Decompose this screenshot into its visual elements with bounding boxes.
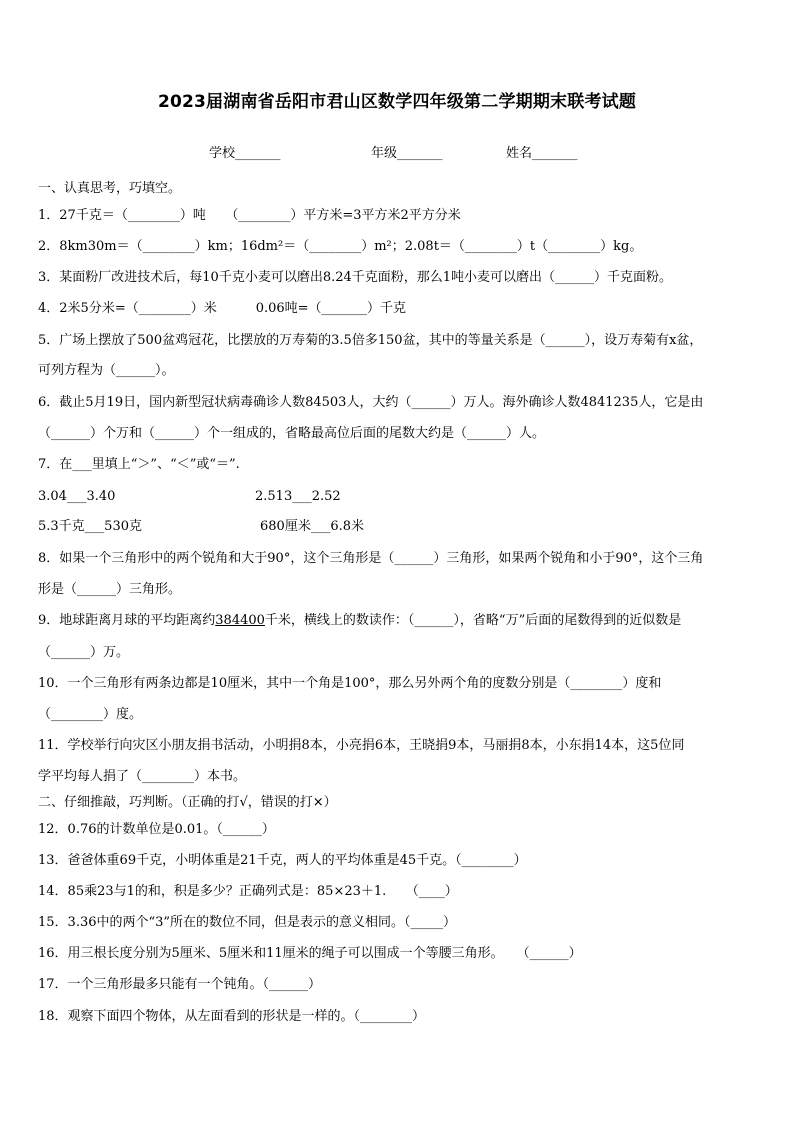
question-7-item-a: 3.04___3.40 [38, 489, 116, 504]
question-15: 15．3.36中的两个“3”所在的数位不同，但是表示的意义相同。（_____） [38, 915, 457, 930]
section-heading-1: 一、认真思考，巧填空。 [38, 181, 182, 196]
question-6-line-1: 6．截止5月19日，国内新型冠状病毒确诊人数84503人，大约（______）万人。海外确诊人数4841235人，它是由 [38, 395, 704, 410]
question-13: 13．爸爸体重69千克，小明体重是21千克，两人的平均体重是45千克。（________） [38, 853, 527, 868]
school-field[interactable]: 学校_______ [209, 146, 281, 161]
question-1: 1．27千克＝（________）吨 （________）平方米=3平方米2平方分米 [38, 208, 461, 223]
question-11-line-1: 11．学校举行向灾区小朋友捐书活动，小明捐8本，小亮捐6本，王晓捐9本，马丽捐8本，小东捐14本，这5位同 [38, 738, 685, 753]
question-2: 2．8km30m＝（________）km；16dm²＝（________）m²；2.08t＝（________）t（________）kg。 [38, 239, 643, 254]
question-9-line-1 [38, 613, 681, 629]
question-5-line-2: 可列方程为（______）。 [38, 363, 175, 378]
question-4: 4．2米5分米=（________）米 0.06吨=（_______）千克 [38, 301, 407, 316]
question-9-text-after: 千米，横线上的数读作：（______），省略“万”后面的尾数得到的近似数是 [264, 613, 682, 628]
question-10-line-1: 10．一个三角形有两条边都是10厘米，其中一个角是100°，那么另外两个角的度数分别是（________）度和 [38, 676, 662, 691]
question-5-line-1: 5．广场上摆放了500盆鸡冠花，比摆放的万寿菊的3.5倍多150盆，其中的等量关系是（______），设万寿菊有x盆， [38, 333, 703, 348]
page-title: 2023届湖南省岳阳市君山区数学四年级第二学期期末联考试题 [157, 92, 637, 112]
question-7-prompt: 7．在___里填上“＞”、“＜”或“＝”. [38, 457, 240, 472]
question-9-underlined-number: 384400 [215, 613, 265, 628]
question-12: 12．0.76的计数单位是0.01。（______） [38, 822, 275, 837]
question-9-text-before: 9．地球距离月球的平均距离约 [38, 613, 216, 628]
question-16: 16．用三根长度分别为5厘米、5厘米和11厘米的绳子可以围成一个等腰三角形。 （______） [38, 946, 582, 961]
name-field[interactable]: 姓名_______ [506, 146, 578, 161]
grade-field[interactable]: 年级_______ [371, 146, 443, 161]
question-7-item-d: 680厘米___6.8米 [260, 519, 364, 534]
question-11-line-2: 学平均每人捐了（________）本书。 [38, 769, 247, 784]
question-6-line-2: （______）个万和（______）个一组成的，省略最高位后面的尾数大约是（______）人。 [38, 426, 546, 441]
question-18: 18．观察下面四个物体，从左面看到的形状是一样的。（________） [38, 1009, 426, 1024]
section-heading-2: 二、仔细推敲，巧判断。（正确的打√，错误的打×） [38, 795, 337, 810]
question-8-line-1: 8．如果一个三角形中的两个锐角和大于90°，这个三角形是（______）三角形，如果两个锐角和小于90°，这个三角 [38, 551, 704, 566]
question-9-line-2: （______）万。 [38, 645, 130, 660]
question-14: 14．85乘23与1的和，积是多少？正确列式是：85×23＋1. （____） [38, 884, 458, 899]
question-8-line-2: 形是（______）三角形。 [38, 582, 182, 597]
question-3: 3．某面粉厂改进技术后，每10千克小麦可以磨出8.24千克面粉，那么1吨小麦可以磨出（______）千克面粉。 [38, 270, 673, 285]
question-7-item-b: 2.513___2.52 [255, 489, 341, 504]
question-7-item-c: 5.3千克___530克 [38, 519, 142, 534]
question-17: 17．一个三角形最多只能有一个钝角。（______） [38, 977, 322, 992]
question-10-line-2: （________）度。 [38, 707, 143, 722]
